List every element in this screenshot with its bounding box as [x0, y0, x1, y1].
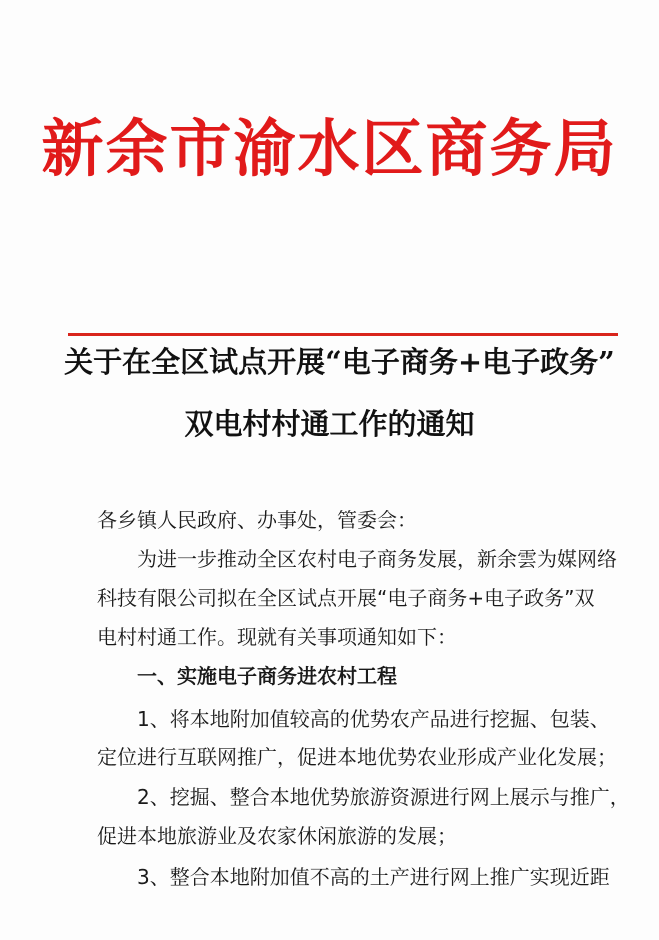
item-2-line-1: 2、挖掘、整合本地优势旅游资源进行网上展示与推广， — [137, 785, 630, 809]
document-title-line-1: 关于在全区试点开展“电子商务+电子政务” — [64, 345, 615, 379]
red-divider-line — [68, 333, 618, 336]
intro-line-3: 电村村通工作。现就有关事项通知如下： — [97, 625, 457, 649]
item-1-line-1: 1、将本地附加值较高的优势农产品进行挖掘、包装、 — [137, 707, 610, 731]
item-2-line-2: 促进本地旅游业及农家休闲旅游的发展； — [97, 824, 457, 848]
issuer-letterhead: 新余市渝水区商务局 — [41, 112, 618, 185]
item-1-line-2: 定位进行互联网推广，促进本地优势农业形成产业化发展； — [97, 745, 617, 769]
salutation: 各乡镇人民政府、办事处，管委会： — [97, 508, 417, 532]
document-title-line-2: 双电村村通工作的通知 — [184, 407, 475, 441]
item-3-line-1: 3、整合本地附加值不高的土产进行网上推广实现近距 — [137, 865, 610, 889]
section-1-heading: 一、实施电子商务进农村工程 — [137, 664, 397, 688]
intro-line-1: 为进一步推动全区农村电子商务发展，新余雲为媒网络 — [137, 547, 617, 571]
intro-line-2: 科技有限公司拟在全区试点开展“电子商务+电子政务”双 — [97, 586, 595, 610]
